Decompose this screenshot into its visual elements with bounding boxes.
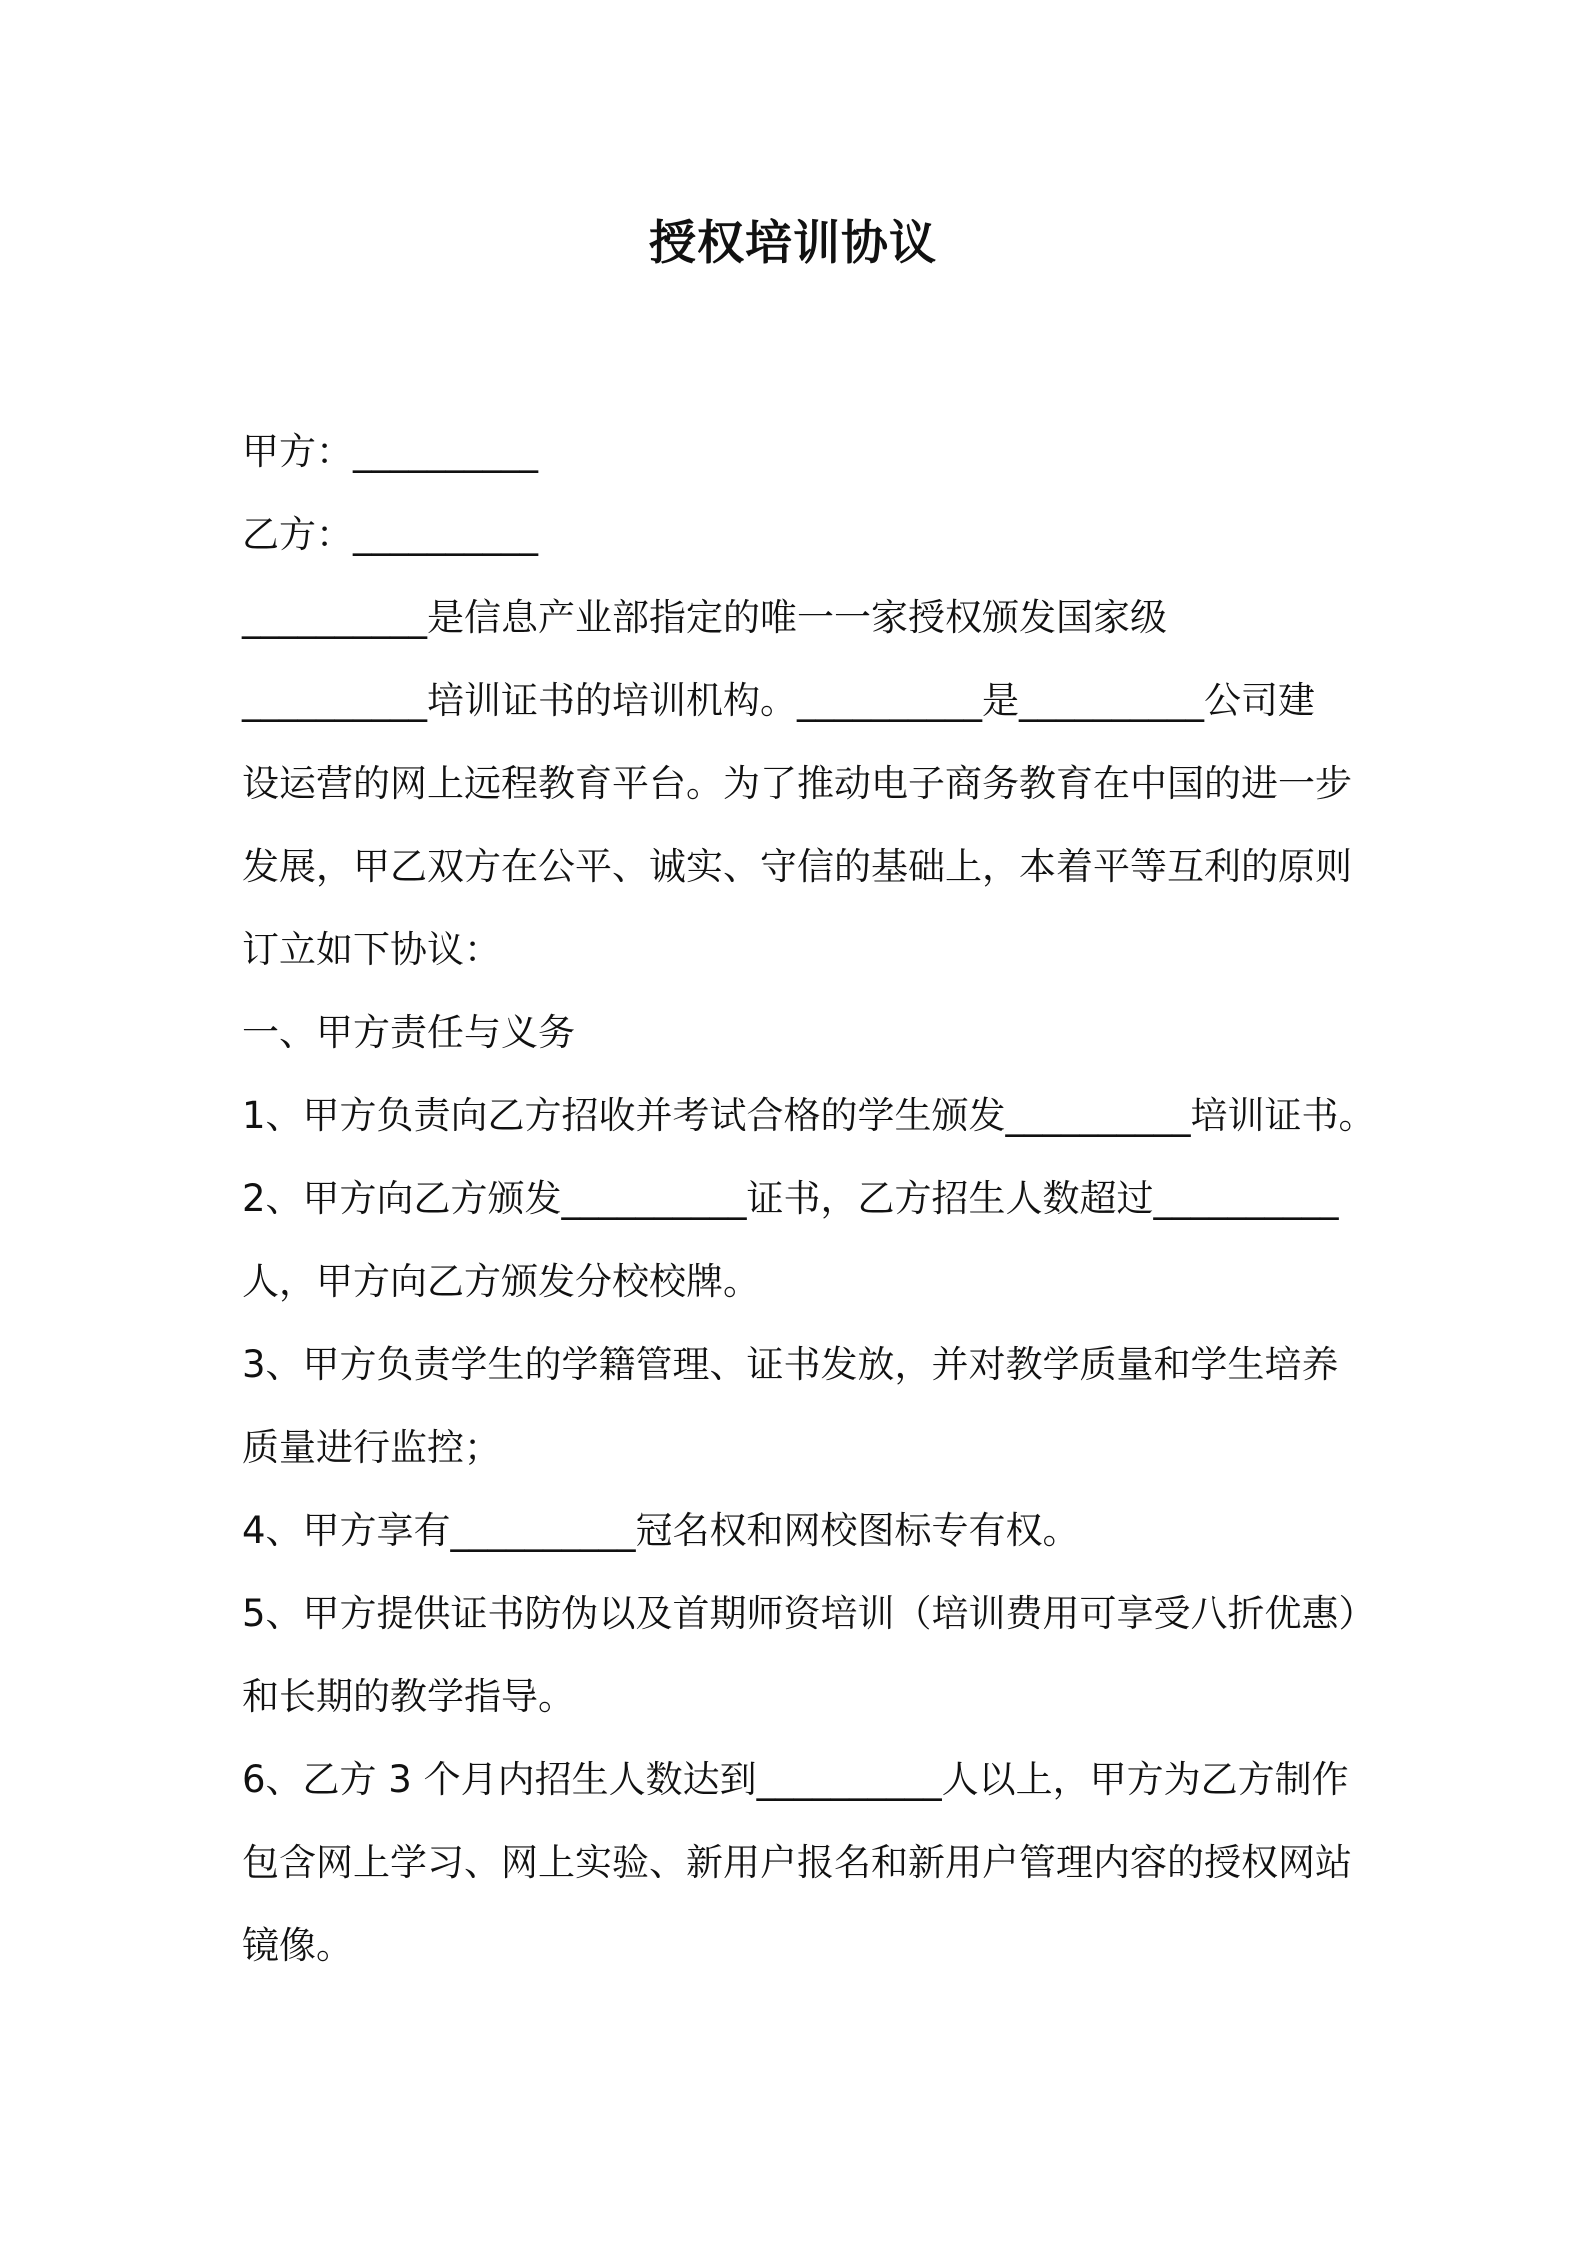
- preamble-line: __________是信息产业部指定的唯一一家授权颁发国家级: [242, 596, 1167, 639]
- clause-line: 6、乙方 3 个月内招生人数达到__________人以上，甲方为乙方制作: [242, 1758, 1349, 1801]
- preamble-line: 发展，甲乙双方在公平、诚实、守信的基础上，本着平等互利的原则: [242, 845, 1352, 888]
- document-body: [242, 410, 1376, 1987]
- document-title: 授权培训协议: [649, 216, 937, 271]
- party-b-line: 乙方：__________: [242, 513, 538, 556]
- clause-line: 2、甲方向乙方颁发__________证书，乙方招生人数超过__________: [242, 1177, 1339, 1220]
- clause-line: 3、甲方负责学生的学籍管理、证书发放，并对教学质量和学生培养: [242, 1343, 1339, 1386]
- clause-line: 和长期的教学指导。: [242, 1675, 575, 1718]
- preamble-line: __________培训证书的培训机构。__________是__________公司建: [242, 679, 1315, 722]
- clause-line: 人，甲方向乙方颁发分校校牌。: [242, 1260, 760, 1303]
- clause-line: 质量进行监控；: [242, 1426, 501, 1469]
- clause-line: 包含网上学习、网上实验、新用户报名和新用户管理内容的授权网站: [242, 1841, 1352, 1884]
- clause-line: 4、甲方享有__________冠名权和网校图标专有权。: [242, 1509, 1080, 1552]
- clause-line: 1、甲方负责向乙方招收并考试合格的学生颁发__________培训证书。: [242, 1094, 1376, 1137]
- preamble-line: 订立如下协议：: [242, 928, 501, 971]
- clause-line: 5、甲方提供证书防伪以及首期师资培训（培训费用可享受八折优惠）: [242, 1592, 1376, 1635]
- preamble-line: 设运营的网上远程教育平台。为了推动电子商务教育在中国的进一步: [242, 762, 1352, 805]
- party-a-line: 甲方：__________: [242, 430, 538, 473]
- section-heading: 一、甲方责任与义务: [242, 1011, 575, 1054]
- clause-line: 镜像。: [242, 1924, 353, 1967]
